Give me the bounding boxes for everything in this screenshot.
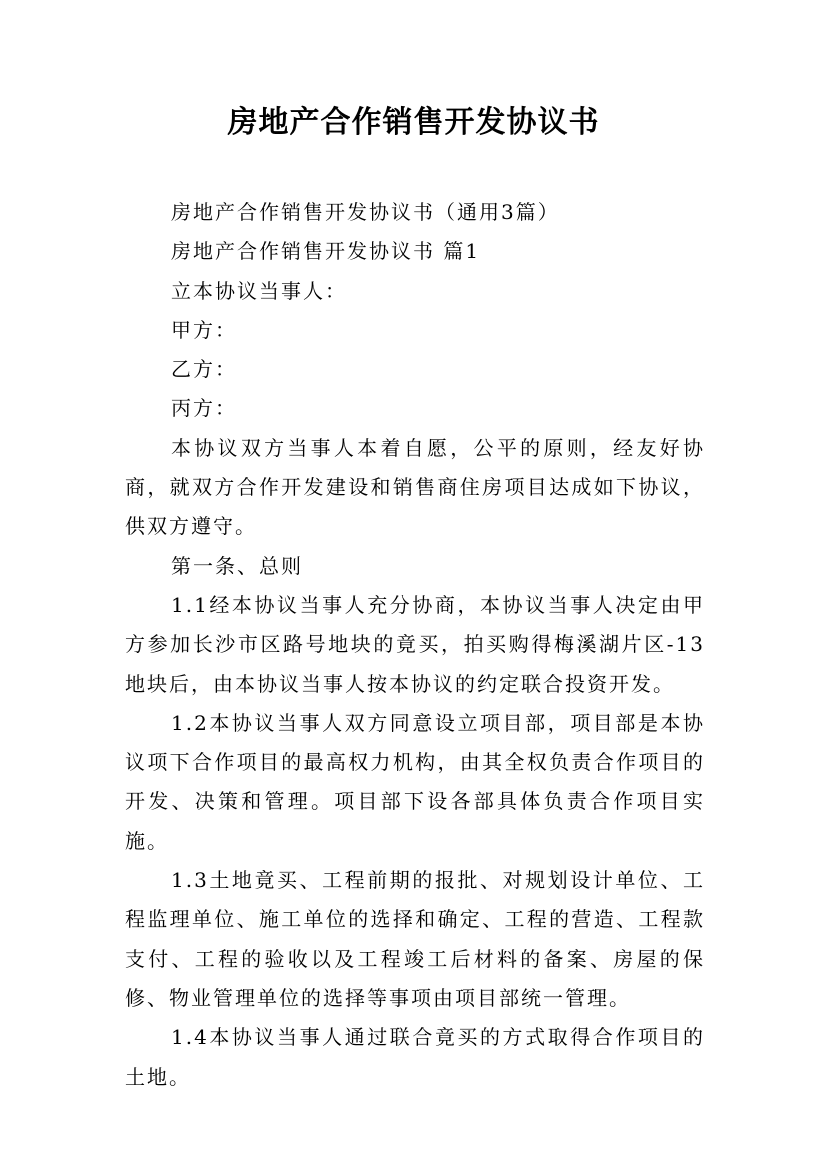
paragraph-clause-1-1: 1.1经本协议当事人充分协商，本协议当事人决定由甲方参加长沙市区路号地块的竟买，拍买购得梅溪湖片区-13地块后，由本协议当事人按本协议的约定联合投资开发。 bbox=[125, 592, 705, 696]
paragraph-subtitle: 房地产合作销售开发协议书（通用3篇） bbox=[171, 200, 560, 224]
paragraph-clause-1-4: 1.4本协议当事人通过联合竟买的方式取得合作项目的土地。 bbox=[125, 1025, 705, 1089]
paragraph-clause-1-3: 1.3土地竟买、工程前期的报批、对规划设计单位、工程监理单位、施工单位的选择和确定、工程的营造、工程款支付、工程的验收以及工程竣工后材料的备案、房屋的保修、物业管理单位的选择等事项由项目部统一管理。 bbox=[125, 868, 705, 1010]
paragraph-preamble: 本协议双方当事人本着自愿，公平的原则，经友好协商，就双方合作开发建设和销售商住房项目达成如下协议，供双方遵守。 bbox=[125, 435, 705, 539]
document-body bbox=[125, 193, 705, 1097]
paragraph-party-b: 乙方： bbox=[171, 357, 237, 382]
paragraph-article-1-heading: 第一条、总则 bbox=[171, 553, 303, 578]
paragraph-party-c: 丙方： bbox=[171, 396, 237, 421]
document-title: 房地产合作销售开发协议书 bbox=[227, 105, 600, 140]
paragraph-party-a: 甲方： bbox=[171, 317, 237, 342]
paragraph-parties-intro: 立本协议当事人： bbox=[171, 278, 347, 303]
paragraph-section-heading: 房地产合作销售开发协议书 篇1 bbox=[171, 239, 481, 264]
paragraph-clause-1-2: 1.2本协议当事人双方同意设立项目部，项目部是本协议项下合作项目的最高权力机构，由其全权负责合作项目的开发、决策和管理。项目部下设各部具体负责合作项目实施。 bbox=[125, 710, 705, 853]
